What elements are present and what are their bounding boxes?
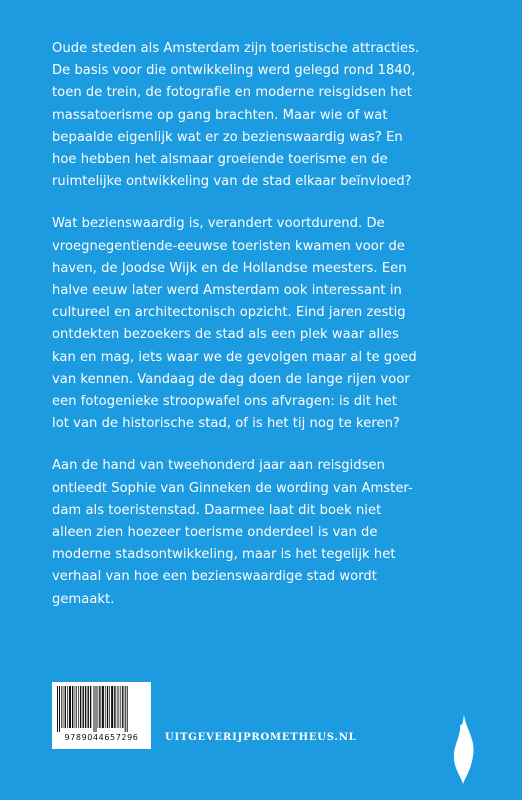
isbn-barcode (52, 682, 151, 749)
prometheus-flame-logo-icon (449, 712, 479, 786)
barcode-bar (75, 686, 76, 728)
barcode-bar (76, 686, 77, 728)
barcode-bar (125, 686, 126, 732)
blurb-paragraph-1 (52, 38, 482, 193)
barcode-bar (59, 686, 60, 732)
blurb-line: bepaalde eigenlijk wat er zo bezienswaardig was? En (52, 129, 403, 145)
barcode-bar (90, 686, 91, 728)
barcode-bar (98, 686, 99, 728)
blurb-line: dam als toeristenstad. Daarmee laat dit boek niet (52, 502, 382, 518)
barcode-bar (117, 686, 118, 728)
blurb-line: Wat bezienswaardig is, verandert voortdurend. De (52, 216, 385, 232)
isbn-number: 9789044657296 (64, 733, 139, 742)
barcode-bar (114, 686, 115, 728)
blurb-line: ruimtelijke ontwikkeling van de stad elkaar beïnvloed? (52, 174, 412, 190)
barcode-bar (57, 686, 58, 732)
barcode-bar (78, 686, 79, 728)
blurb-line: toen de trein, de fotografie en moderne reisgidsen het (52, 85, 412, 101)
barcode-bar (111, 686, 113, 728)
blurb-line: massatoerisme op gang brachten. Maar wie of wat (52, 107, 388, 123)
blurb-line: verhaal van hoe een bezienswaardige stad wordt (52, 569, 377, 585)
blurb-line: moderne stadsontwikkeling, maar is het tegelijk het (52, 547, 396, 563)
blurb-line: alleen zien hoezeer toerisme onderdeel is van de (52, 525, 378, 541)
barcode-bar (85, 686, 86, 728)
blurb-line: een fotogenieke stroopwafel ons afvragen: is dit het (52, 394, 397, 410)
blurb-line: halve eeuw later werd Amsterdam ook interessant in (52, 283, 402, 299)
blurb-line: ontleedt Sophie van Ginneken de wording van Amster- (52, 480, 413, 496)
blurb-paragraph-3 (52, 455, 482, 610)
barcode-bar (122, 686, 123, 728)
blurb-text (52, 38, 482, 631)
blurb-line: cultureel en architectonisch opzicht. Eind jaren zestig (52, 305, 406, 321)
barcode-bar (83, 686, 84, 728)
barcode-bar (61, 686, 62, 728)
blurb-line: van kennen. Vandaag de dag doen de lange rijen voor (52, 371, 410, 387)
barcode-bar (67, 686, 68, 728)
publisher-url: UITGEVERIJPROMETHEUS.NL (165, 732, 357, 743)
blurb-line: gemaakt. (52, 591, 115, 607)
blurb-line: Aan de hand van tweehonderd jaar aan reisgidsen (52, 458, 385, 474)
barcode-bar (72, 686, 73, 728)
barcode-bar (105, 686, 106, 728)
barcode-bar (80, 686, 81, 728)
barcode-bar (99, 686, 100, 728)
barcode-bar (102, 686, 104, 728)
barcode-bar (88, 686, 89, 728)
barcode-bars (56, 686, 147, 732)
barcode-bar (127, 686, 128, 732)
blurb-line: kan en mag, iets waar we de gevolgen maar al te goed (52, 349, 417, 365)
blurb-line: Oude steden als Amsterdam zijn toeristische attracties. (52, 41, 420, 56)
barcode-bar (94, 686, 95, 732)
blurb-line: vroegnegentiende-eeuwse toeristen kwamen voor de (52, 238, 405, 254)
barcode-bar (120, 686, 121, 728)
barcode-bar (109, 686, 110, 728)
barcode-bar (65, 686, 66, 728)
blurb-line: hoe hebben het alsmaar groeiende toerisme en de (52, 152, 388, 168)
barcode-bar (107, 686, 108, 728)
barcode-bar (96, 686, 97, 732)
barcode-bar (63, 686, 64, 728)
blurb-line: lot van de historische stad, of is het tij nog te keren? (52, 416, 400, 432)
barcode-bar (69, 686, 71, 728)
blurb-paragraph-2 (52, 213, 482, 435)
barcode-bar (119, 686, 120, 728)
blurb-line: ontdekten bezoekers de stad als een plek waar alles (52, 327, 399, 343)
blurb-line: haven, de Joodse Wijk en de Hollandse meesters. Een (52, 260, 407, 276)
blurb-line: De basis voor die ontwikkeling werd gelegd rond 1840, (52, 63, 416, 79)
